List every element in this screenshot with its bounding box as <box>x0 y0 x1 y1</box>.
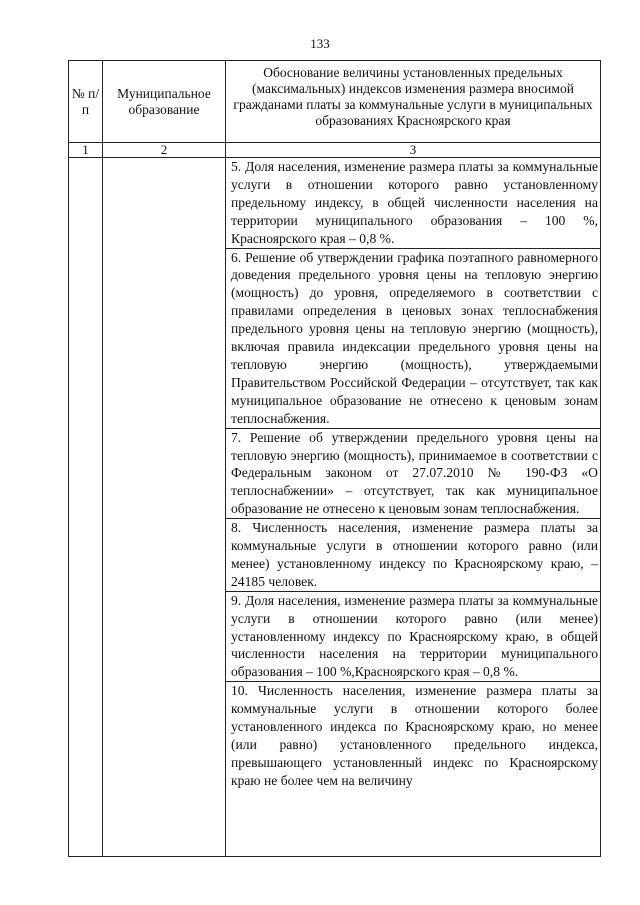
header-justification <box>226 61 601 143</box>
column-number-cell: 2 <box>103 143 226 158</box>
column-number-row <box>69 143 601 158</box>
paragraph-5: 5. Доля населения, изменение размера платы за коммунальные услуги в отношении которого равно установленному предельному индексу, в общей численности населения на территории муниципального образования – 100 %, Красноярского края – 0,8 %. <box>231 159 598 246</box>
header-municipality-label: Муниципальное образование <box>117 85 211 117</box>
header-municipality <box>103 61 226 143</box>
header-number <box>69 61 103 143</box>
page-number: 133 <box>310 36 330 51</box>
justification-cell <box>226 158 601 857</box>
paragraph-8: 8. Численность населения, изменение размера платы за коммунальные услуги в отношении которого равно (или менее) установленному индексу по Красноярскому краю, – 24185 человек. <box>226 518 600 591</box>
municipality-cell <box>103 158 226 857</box>
paragraph-10: 10. Численность населения, изменение размера платы за коммунальные услуги в отношении которого более установленного индекса по Красноярскому краю, но менее (или равно) установленного предельного индекса, превышающего установленный индекс по Красноярскому краю не более чем на величину <box>226 681 600 789</box>
column-number-cell: 1 <box>69 143 103 158</box>
number-cell <box>69 158 103 857</box>
column-number-cell: 3 <box>226 143 601 158</box>
header-justification-label: Обоснование величины установленных предельных (максимальных) индексов изменения размера вносимой гражданами платы за коммунальные услуги в муниципальных образованиях Красноярского края <box>233 65 593 128</box>
header-number-label: № п/п <box>71 85 100 117</box>
justification-table <box>68 60 601 857</box>
paragraph-7: 7. Решение об утверждении предельного уровня цены на тепловую энергию (мощность), принимаемое в соответствии с Федеральным законом от 27.07.2010 № 190-ФЗ «О теплоснабжении» – отсутствует, так как муниципальное образование не отнесено к ценовым зонам теплоснабжения. <box>226 428 600 519</box>
paragraph-6: 6. Решение об утверждении графика поэтапного равномерного доведения предельного уровня цены на тепловую энергию (мощность) до уровня, определяемого в соответствии с правилами определения в ценовых зонах теплоснабжения предельного уровня цены на тепловую энергию (мощность), включая правила индексации предельного уровня цены на тепловую энергию (мощность), утверждаемыми Правительством Российской Федерации – отсутствует, так как муниципальное образование не отнесено к ценовым зонам теплоснабжения. <box>226 248 600 428</box>
table-header-row <box>69 61 601 143</box>
table-row <box>69 158 601 857</box>
paragraph-9: 9. Доля населения, изменение размера платы за коммунальные услуги в отношении которого равно (или менее) установленному индексу по Красноярскому краю, в общей численности населения на территории муниципального образования – 100 %,Красноярского края – 0,8 %. <box>226 591 600 682</box>
